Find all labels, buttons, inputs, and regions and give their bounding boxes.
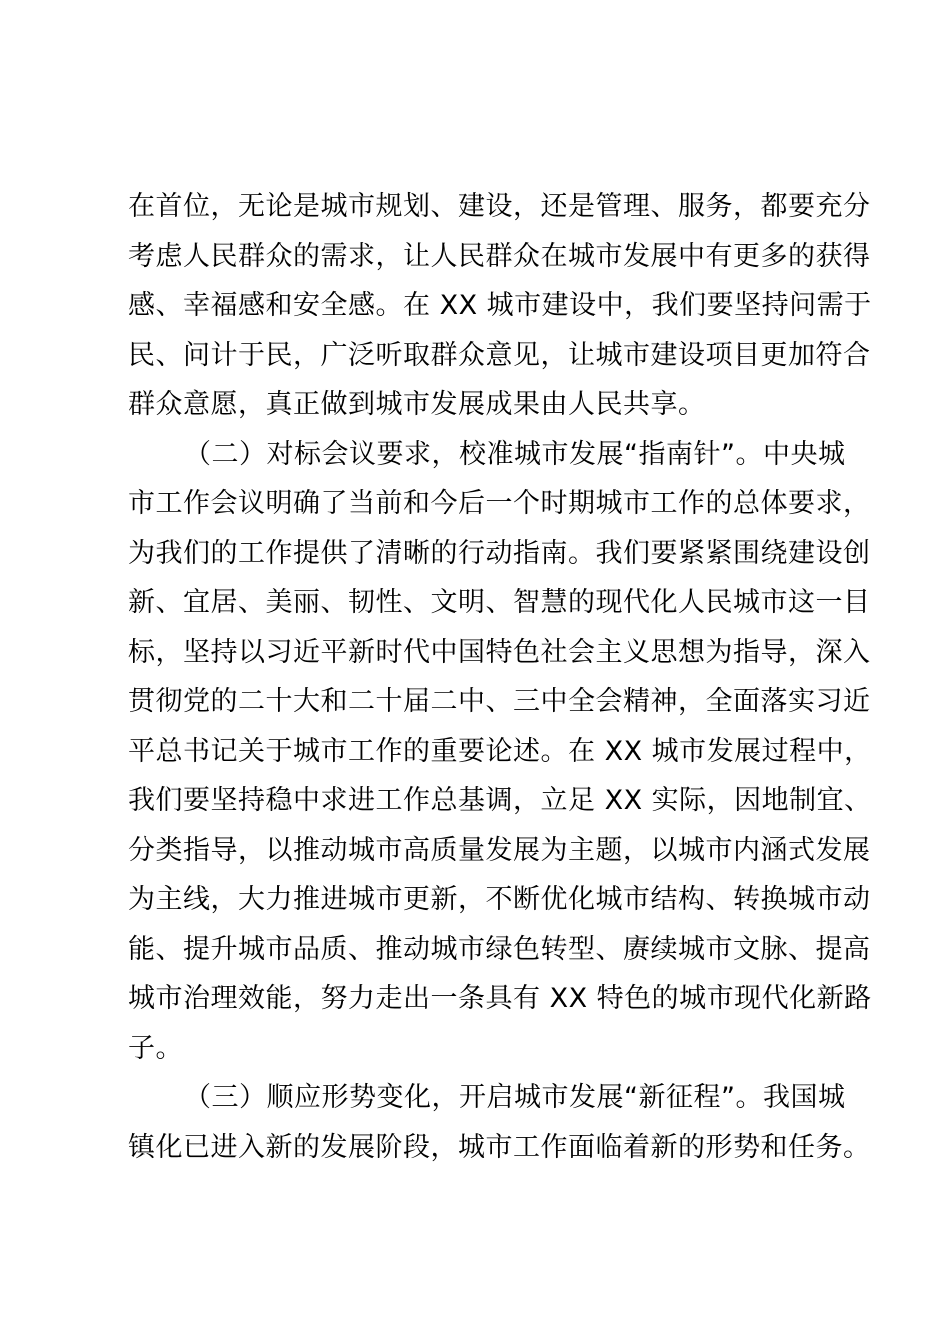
paragraph-line: 子。: [128, 1032, 183, 1064]
paragraph-line: 考虑人民群众的需求，让人民群众在城市发展中有更多的获得: [128, 240, 871, 272]
document-body: [128, 182, 872, 1172]
section-heading-line: （二）对标会议要求，校准城市发展“指南针”。中央城: [184, 438, 846, 470]
paragraph-line: 为主线，大力推进城市更新，不断优化城市结构、转换城市动: [128, 884, 871, 915]
paragraph-line: 群众意愿，真正做到城市发展成果由人民共享。: [128, 389, 706, 420]
paragraph-line: 为我们的工作提供了清晰的行动指南。我们要紧紧围绕建设创: [128, 537, 871, 569]
paragraph-line: 分类指导，以推动城市高质量发展为主题，以城市内涵式发展: [128, 834, 871, 866]
paragraph-line: 我们要坚持稳中求进工作总基调，立足 XX 实际，因地制宜、: [128, 785, 872, 816]
paragraph-line: 标，坚持以习近平新时代中国特色社会主义思想为指导，深入: [128, 636, 871, 668]
paragraph-line: 在首位，无论是城市规划、建设，还是管理、服务，都要充分: [128, 191, 871, 222]
paragraph-line: 贯彻党的二十大和二十届二中、三中全会精神，全面落实习近: [128, 686, 871, 717]
paragraph-line: 民、问计于民，广泛听取群众意见，让城市建设项目更加符合: [128, 339, 871, 371]
paragraph-line: 平总书记关于城市工作的重要论述。在 XX 城市发展过程中，: [128, 735, 872, 767]
paragraph-line: 镇化已进入新的发展阶段，城市工作面临着新的形势和任务。: [128, 1131, 871, 1163]
paragraph-line: 感、幸福感和安全感。在 XX 城市建设中，我们要坚持问需于: [128, 290, 872, 321]
section-heading-line: （三）顺应形势变化，开启城市发展“新征程”。我国城: [184, 1082, 846, 1113]
paragraph-line: 能、提升城市品质、推动城市绿色转型、赓续城市文脉、提高: [128, 933, 871, 965]
paragraph-line: 市工作会议明确了当前和今后一个时期城市工作的总体要求，: [128, 488, 871, 519]
paragraph-line: 城市治理效能，努力走出一条具有 XX 特色的城市现代化新路: [128, 983, 872, 1014]
paragraph-line: 新、宜居、美丽、韧性、文明、智慧的现代化人民城市这一目: [128, 587, 871, 618]
